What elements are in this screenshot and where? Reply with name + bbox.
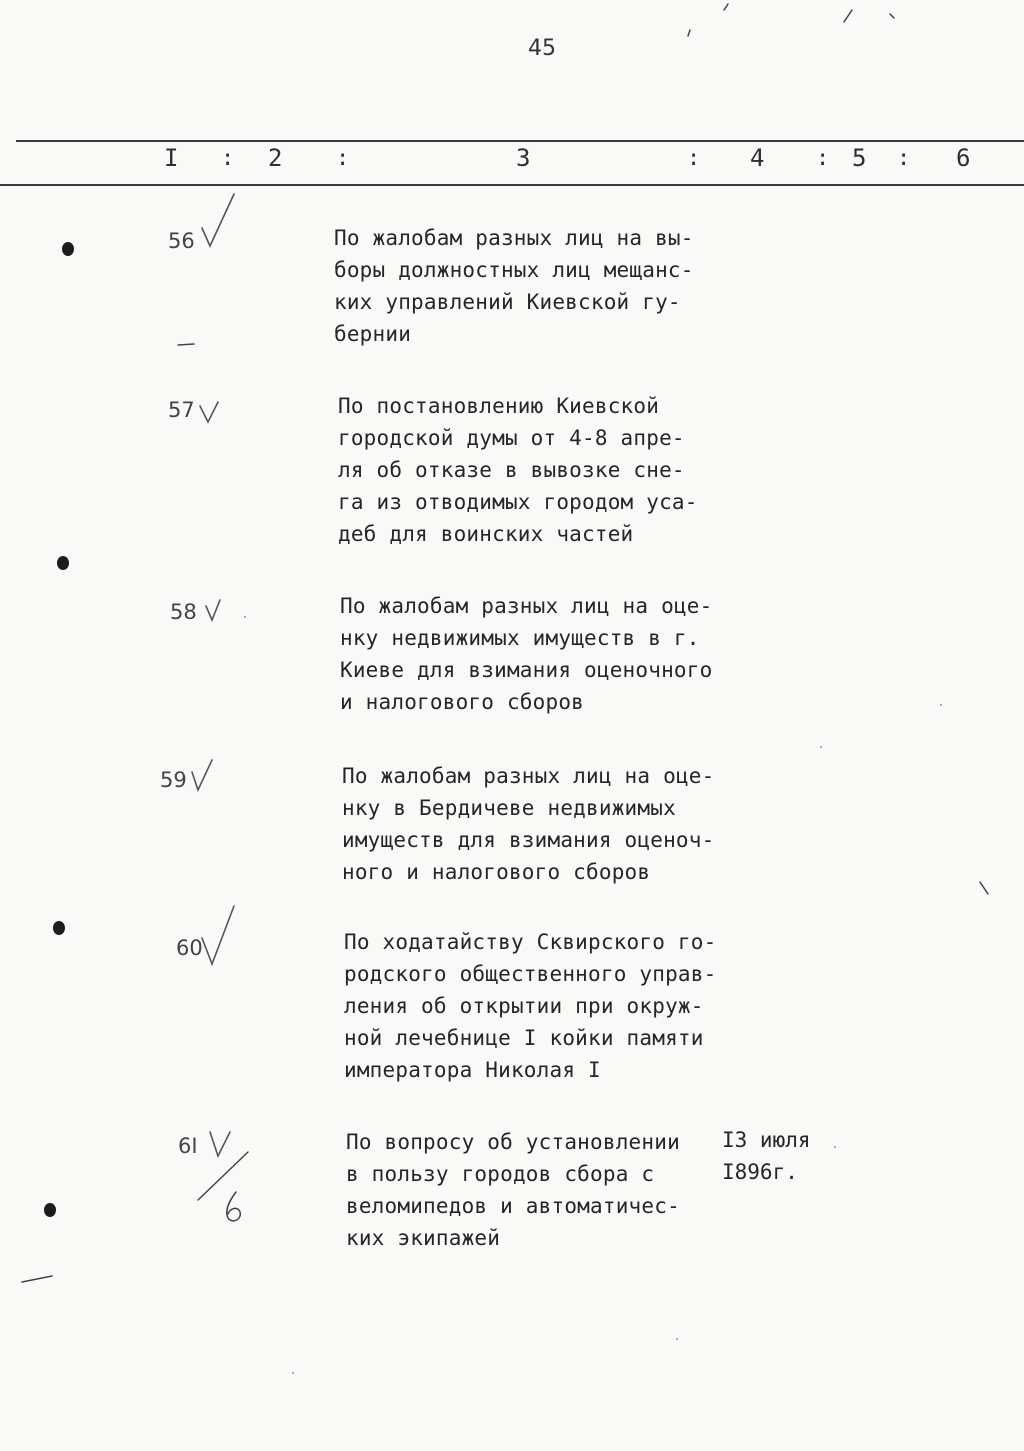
description-line: императора Николая I <box>344 1058 601 1082</box>
scan-artifact <box>292 1372 294 1374</box>
column-header-3: 3 <box>516 144 531 172</box>
entry-description <box>334 222 694 350</box>
page-number: 45 <box>528 36 556 61</box>
column-header-6: 6 <box>956 144 971 172</box>
date-line: I3 июля <box>722 1128 811 1152</box>
handwritten-note <box>190 1148 260 1226</box>
description-line: имуществ для взимания оценоч- <box>342 828 715 852</box>
entry-number: 56 <box>168 229 195 253</box>
checkmark-icon <box>202 594 226 624</box>
description-line: По жалобам разных лиц на оце- <box>342 764 715 788</box>
scan-artifact <box>176 340 200 350</box>
description-line: По вопросу об установлении <box>346 1130 680 1154</box>
column-separator: : <box>897 146 911 171</box>
description-line: ления об открытии при окруж- <box>344 994 704 1018</box>
entry-number: 59 <box>160 768 187 792</box>
description-line: Киеве для взимания оценочного <box>340 658 713 682</box>
description-line: бернии <box>334 322 412 346</box>
description-line: га из отводимых городом уса- <box>338 490 698 514</box>
column-separator: : <box>687 146 701 171</box>
entry-number: 58 <box>170 600 197 624</box>
column-header-2: 2 <box>268 144 283 172</box>
description-line: По жалобам разных лиц на оце- <box>340 594 713 618</box>
checkmark-icon <box>198 190 238 254</box>
punch-hole <box>44 1203 56 1217</box>
description-line: боры должностных лиц мещанс- <box>334 258 694 282</box>
date-line: I896г. <box>722 1160 798 1184</box>
scan-artifact <box>976 878 996 902</box>
description-line: нку недвижимых имуществ в г. <box>340 626 700 650</box>
description-line: ких управлений Киевской гу- <box>334 290 681 314</box>
scan-artifact <box>820 746 822 748</box>
checkmark-icon <box>196 398 224 428</box>
checkmark-icon <box>198 902 238 970</box>
entry-number: 57 <box>168 398 195 422</box>
scan-artifact <box>20 1270 60 1290</box>
description-line: деб для воинских частей <box>338 522 634 546</box>
punch-hole <box>62 242 74 256</box>
entry-number: 60 <box>176 936 203 960</box>
description-line: нку в Бердичеве недвижимых <box>342 796 676 820</box>
description-line: ного и налогового сборов <box>342 860 651 884</box>
description-line: и налогового сборов <box>340 690 585 714</box>
scan-artifact <box>940 704 942 706</box>
entry-description <box>342 760 714 888</box>
description-line: ких экипажей <box>346 1226 501 1250</box>
description-line: По ходатайству Сквирского го- <box>344 930 717 954</box>
punch-hole <box>57 556 69 570</box>
column-header-5: 5 <box>852 144 867 172</box>
column-separator: : <box>336 146 350 171</box>
description-line: в пользу городов сбора с <box>346 1162 655 1186</box>
entry-description <box>338 390 698 550</box>
column-header-4: 4 <box>750 144 765 172</box>
scan-artifact <box>244 616 246 618</box>
scan-artifact <box>676 1338 678 1340</box>
column-header-1: I <box>164 144 179 172</box>
description-line: По постановлению Киевской <box>338 394 660 418</box>
description-line: ля об отказе в вывозке сне- <box>338 458 685 482</box>
entry-date <box>722 1124 811 1188</box>
entry-number: 6I <box>178 1134 198 1158</box>
description-line: веломипедов и автоматичес- <box>346 1194 680 1218</box>
description-line: родского общественного управ- <box>344 962 717 986</box>
description-line: По жалобам разных лиц на вы- <box>334 226 694 250</box>
scan-artifact <box>680 0 920 40</box>
checkmark-icon <box>188 756 218 796</box>
table-top-rule <box>16 140 1024 142</box>
column-separator: : <box>221 146 235 171</box>
entry-description <box>346 1126 680 1254</box>
scan-artifact <box>834 1146 836 1148</box>
table-header-bottom-rule <box>0 184 1024 186</box>
entry-description <box>340 590 712 718</box>
description-line: городской думы от 4-8 апре- <box>338 426 685 450</box>
column-separator: : <box>816 146 830 171</box>
description-line: ной лечебнице I койки памяти <box>344 1026 704 1050</box>
punch-hole <box>53 921 65 935</box>
entry-description <box>344 926 716 1086</box>
